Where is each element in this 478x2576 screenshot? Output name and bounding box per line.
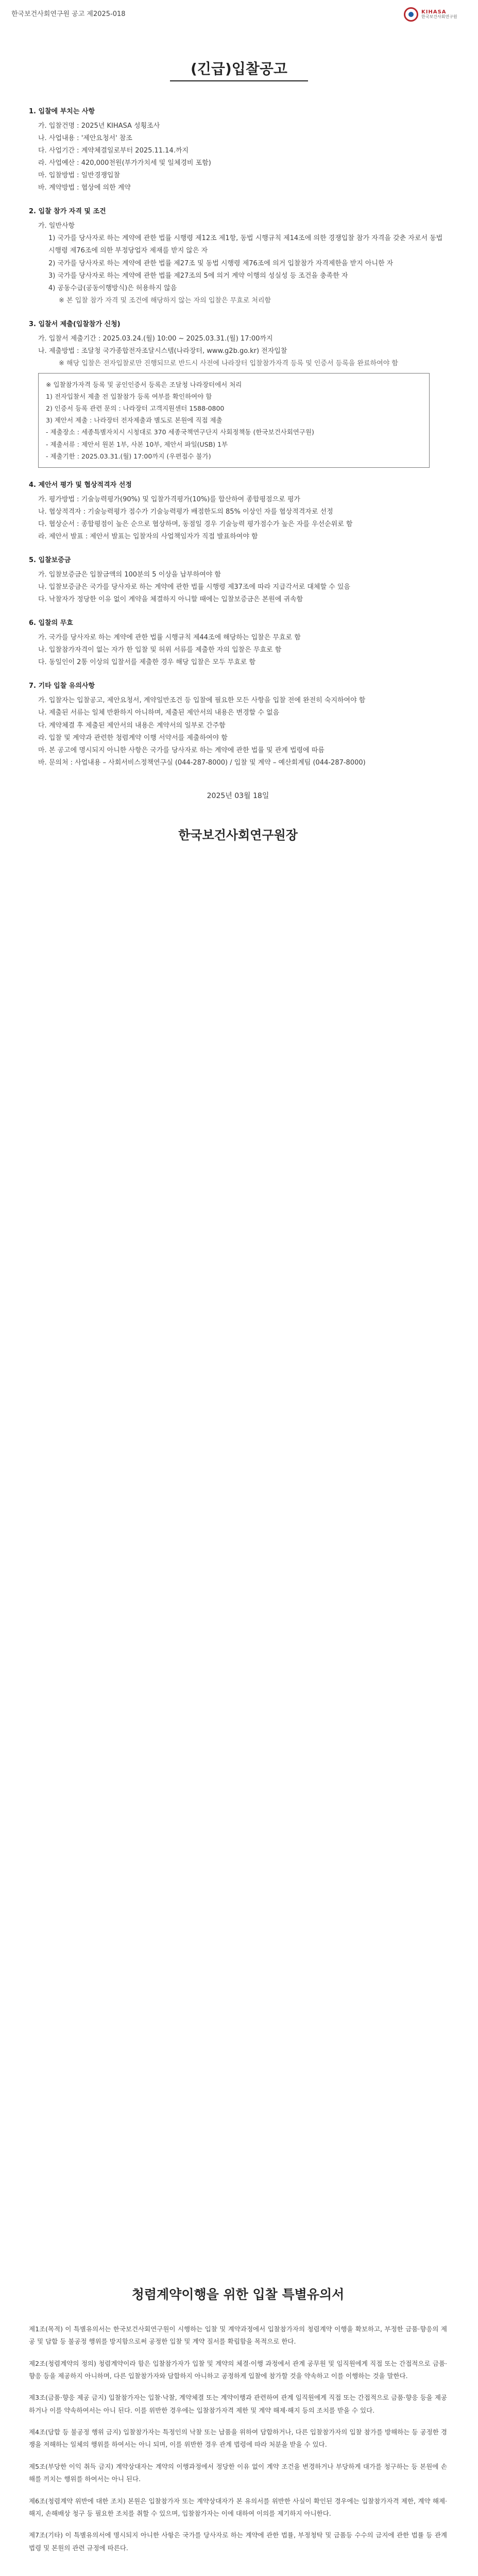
section-title: 1. 입찰에 부치는 사항 — [29, 108, 95, 115]
pledge-article: 제4조(담합 등 불공정 행위 금지) 입찰참가자는 특정인의 낙찰 또는 납품을 위하여 담합하거나, 다른 입찰참가자의 입찰 참가를 방해하는 등 공정한 경쟁을 저해하는 일체의 행위를 하여서는 아니 되며, 이를 위반한 경우 관계 법령에 따라 처분을 받을 수 있다. — [29, 2428, 447, 2449]
contact-info: 바. 문의처 : 사업내용 – 사회서비스정책연구실 (044-287-8000) / 입찰 및 계약 – 예산회계팀 (044-287-8000) — [38, 758, 366, 767]
section-line: 가. 평가방법 : 기술능력평가(90%) 및 입찰가격평가(10%)를 합산하여 종합평점으로 평가 — [38, 495, 300, 503]
section-submission — [29, 318, 447, 468]
logo-text-ko: 한국보건사회연구원 — [421, 14, 457, 20]
pledge-article: 제5조(부당한 이익 취득 금지) 계약상대자는 계약의 이행과정에서 정당한 이유 없이 계약 조건을 변경하거나 부당하게 대가를 청구하는 등 본원에 손해를 끼치는 행위를 하여서는 아니 된다. — [29, 2462, 447, 2483]
signature-block — [29, 790, 447, 846]
section-line: 라. 제안서 발표 : 제안서 발표는 입찰자의 사업책임자가 직접 발표하여야 함 — [38, 532, 258, 540]
section-line: 4) 공동수급(공동이행방식)은 허용하지 않음 — [48, 284, 177, 292]
section-line: 가. 입찰보증금은 입찰금액의 100분의 5 이상을 납부하여야 함 — [38, 571, 221, 579]
section-title: 6. 입찰의 무효 — [29, 619, 73, 628]
notice-body — [29, 106, 447, 846]
section-line: 다. 협상순서 : 종합평점이 높은 순으로 협상하며, 동점일 경우 기술능력 평가점수가 높은 자를 우선순위로 함 — [38, 520, 353, 528]
section-line: 마. 입찰방법 : 일반경쟁입찰 — [38, 172, 121, 180]
logo-text-en: KIHASA — [421, 9, 447, 15]
section-evaluation — [29, 479, 447, 543]
section-line: 가. 입찰자는 입찰공고, 제안요청서, 계약일반조건 등 입찰에 필요한 모든 사항을 입찰 전에 완전히 숙지하여야 함 — [38, 697, 366, 705]
box-line: 3) 제안서 제출 : 나라장터 전자제출과 별도로 본원에 직접 제출 — [46, 416, 223, 425]
section-line: 라. 입찰 및 계약과 관련한 청렴계약 이행 서약서를 제출하여야 함 — [38, 734, 228, 742]
kihasa-logo-icon — [404, 7, 418, 22]
section-title: 3. 입찰서 제출(입찰참가 신청) — [29, 320, 121, 328]
section-line: 다. 사업기간 : 계약체결일로부터 2025.11.14.까지 — [38, 147, 189, 155]
notice-date: 2025년 03월 18일 — [207, 791, 269, 800]
issuing-organization: 한국보건사회연구원장 — [178, 827, 298, 842]
section-invalid-bids — [29, 617, 447, 669]
section-line: 나. 입찰보증금은 국가를 당사자로 하는 계약에 관한 법률 시행령 제37조에 따라 지급각서로 대체할 수 있음 — [38, 583, 350, 591]
box-line: - 제출기한 : 2025.03.31.(월) 17:00까지 (우편접수 불가) — [46, 452, 211, 460]
section-line: 바. 계약방법 : 협상에 의한 계약 — [38, 184, 131, 192]
integrity-pledge — [29, 2282, 447, 2564]
section-line: 나. 제출방법 : 조달청 국가종합전자조달시스템(나라장터, www.g2b.go.kr) 전자입찰 — [38, 347, 287, 355]
top-header — [0, 0, 478, 31]
box-line: - 제출서류 : 제안서 원본 1부, 사본 10부, 제안서 파일(USB) 1부 — [46, 440, 228, 448]
section-line: 2) 국가를 당사자로 하는 계약에 관한 법률 제27조 및 동법 시행령 제76조에 의거 입찰참가 자격제한을 받지 아니한 자 — [48, 259, 394, 267]
section-line: 가. 입찰건명 : 2025년 KIHASA 성횡조사 — [38, 122, 160, 130]
section-line: 나. 사업내용 : '제안요청서' 참조 — [38, 134, 132, 143]
section-line: 나. 입찰참가자격이 없는 자가 한 입찰 및 허위 서류를 제출한 자의 입찰은 무효로 함 — [38, 646, 282, 654]
pledge-article: 제3조(금품·향응 제공 금지) 입찰참가자는 입찰·낙찰, 계약체결 또는 계약이행과 관련하여 관계 임직원에게 직접 또는 간접적으로 금품·향응 등을 제공하거나 이를 약속하여서는 아니 된다. 이를 위반한 경우에는 입찰참가자격 제한 및 계약 해제·해지 등의 조치를 받을 수 있다. — [29, 2394, 447, 2414]
kihasa-logo — [404, 5, 466, 24]
box-line: 2) 인증서 등록 관련 문의 : 나라장터 고객지원센터 1588-0800 — [46, 404, 225, 413]
section-line: 3) 국가를 당사자로 하는 계약에 관한 법률 제27조의 5에 의거 계약 이행의 성실성 등 조건을 충족한 자 — [48, 272, 348, 280]
pledge-title: 청렴계약이행을 위한 입찰 특별유의서 — [131, 2287, 345, 2302]
section-note: ※ 본 입찰 참가 자격 및 조건에 해당하지 않는 자의 입찰은 무효로 처리함 — [59, 296, 271, 304]
section-other-notes — [29, 680, 447, 769]
section-line: 가. 일반사항 — [38, 222, 75, 230]
notice-number: 한국보건사회연구원 공고 제2025-018 — [11, 10, 126, 18]
pledge-article: 제7조(기타) 이 특별유의서에 명시되지 아니한 사항은 국가를 당사자로 하는 계약에 관한 법률, 부정청탁 및 금품등 수수의 금지에 관한 법률 등 관계 법령 및 본원의 관련 규정에 따른다. — [29, 2531, 448, 2552]
title-underline — [170, 80, 308, 81]
section-title: 4. 제안서 평가 및 협상적격자 선정 — [29, 481, 132, 489]
section-title: 7. 기타 입찰 유의사항 — [29, 682, 95, 690]
pledge-article: 제1조(목적) 이 특별유의서는 한국보건사회연구원이 시행하는 입찰 및 계약과정에서 입찰참가자의 청렴계약 이행을 확보하고, 부정한 금품·향응의 제공 및 담합 등 불공정 행위를 방지함으로써 공정한 입찰 및 계약 질서를 확립함을 목적으로 한다. — [29, 2325, 447, 2346]
section-title: 5. 입찰보증금 — [29, 556, 71, 564]
section-line: 다. 동일인이 2통 이상의 입찰서를 제출한 경우 해당 입찰은 모두 무효로 함 — [38, 658, 256, 667]
section-line: 다. 낙찰자가 정당한 이유 없이 계약을 체결하지 아니할 때에는 입찰보증금은 본원에 귀속함 — [38, 596, 303, 604]
section-line: 가. 입찰서 제출기간 : 2025.03.24.(월) 10:00 ~ 2025.03.31.(월) 17:00까지 — [38, 334, 273, 343]
section-line: 나. 협상적격자 : 기술능력평가 점수가 기술능력평가 배점한도의 85% 이상인 자를 협상적격자로 선정 — [38, 507, 333, 516]
pledge-article: 제6조(청렴계약 위반에 대한 조치) 본원은 입찰참가자 또는 계약상대자가 본 유의서를 위반한 사실이 확인된 경우에는 입찰참가자격 제한, 계약 해제·해지, 손해배상 청구 등 필요한 조치를 취할 수 있으며, 입찰참가자는 이에 대하여 이의를 제기하지 아니한다. — [29, 2497, 447, 2517]
section-line: 나. 제출된 서류는 일체 반환하지 아니하며, 제출된 제안서의 내용은 변경할 수 없음 — [38, 709, 280, 717]
section-line: 라. 사업예산 : 420,000천원(부가가치세 및 일체경비 포함) — [38, 159, 211, 167]
section-line: 마. 본 공고에 명시되지 아니한 사항은 국가를 당사자로 하는 계약에 관한 법률 및 관계 법령에 따름 — [38, 746, 325, 754]
section-bid-items — [29, 106, 447, 194]
box-line: - 제출장소 : 세종특별자치시 시청대로 370 세종국책연구단지 사회정책동 (한국보건사회연구원) — [46, 428, 314, 436]
section-line: 다. 계약체결 후 제출된 제안서의 내용은 계약서의 일부로 간주함 — [38, 721, 226, 730]
box-line: ※ 입찰참가자격 등록 및 공인인증서 등록은 조달청 나라장터에서 처리 — [46, 380, 242, 388]
section-title: 2. 입찰 참가 자격 및 조건 — [29, 208, 106, 216]
pledge-article: 제2조(청렴계약의 정의) 청렴계약이라 함은 입찰참가자가 입찰 및 계약의 체결·이행 과정에서 관계 공무원 및 임직원에게 직접 또는 간접적으로 금품·향응 등을 제공하지 아니하며, 다른 입찰참가자와 담합하지 아니하고 공정하게 입찰에 참가할 것을 약속하고 이를 이행하는 것을 말한다. — [29, 2359, 447, 2380]
submission-notice-box — [38, 373, 430, 468]
section-bid-deposit — [29, 554, 447, 606]
section-line: 1) 국가를 당사자로 하는 계약에 관한 법률 시행령 제12조 제1항, 동법 시행규칙 제14조에 의한 경쟁입찰 참가 자격을 갖춘 자로서 동법 시행령 제76조에 의한 부정당업자 제재를 받지 않은 자 — [48, 234, 443, 255]
section-line: 가. 국가를 당사자로 하는 계약에 관한 법률 시행규칙 제44조에 해당하는 입찰은 무효로 함 — [38, 634, 301, 642]
box-line: 1) 전자입찰서 제출 전 입찰참가 등록 여부를 확인하여야 함 — [46, 393, 212, 401]
page-title: (긴급)입찰공고 — [191, 60, 287, 77]
section-eligibility — [29, 206, 447, 307]
section-note: ※ 해당 입찰은 전자입찰로만 진행되므로 반드시 사전에 나라장터 입찰참가자격 등록 및 인증서 등록을 완료하여야 함 — [59, 359, 398, 367]
